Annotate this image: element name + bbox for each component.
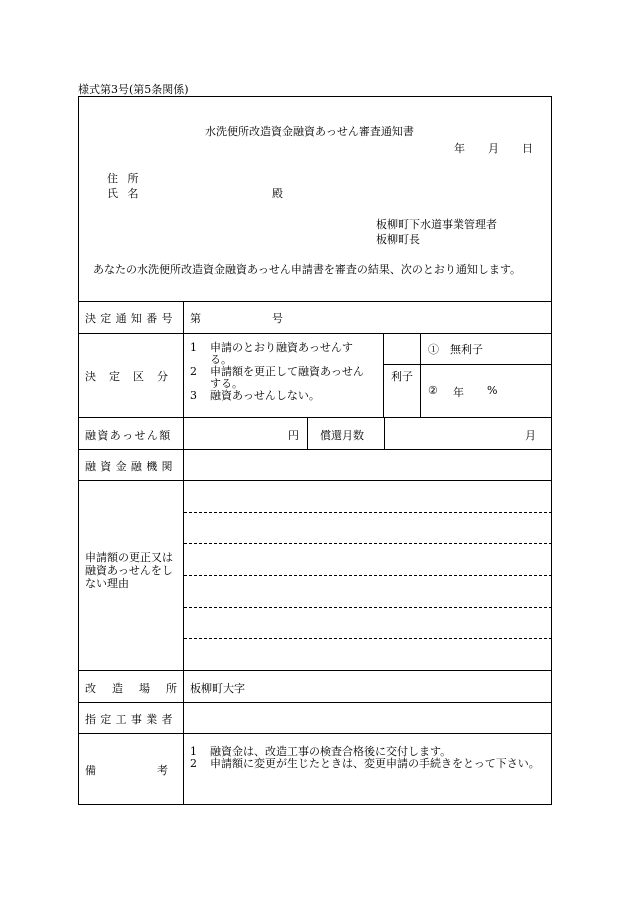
interest-option-free: ① 無利子 [428,343,483,356]
reason-writing-line [184,607,552,608]
repay-months-unit: 月 [525,429,536,442]
decision-number-suffix: 号 [272,312,283,325]
option-number: 1 [190,341,197,354]
interest-label: 利子 [391,370,413,383]
row-divider [78,333,552,334]
option-text: 融資あっせんしない。 [210,389,320,402]
amount-column-divider [384,417,385,449]
name-label: 氏 名 [107,187,142,200]
remark-item [190,758,545,770]
decision-number-prefix: 第 [190,312,201,325]
interest-option-rate-prefix: ② [428,384,438,397]
remarks-label-right: 考 [157,764,168,777]
reason-writing-line [184,512,552,513]
honorific: 殿 [272,187,283,200]
interest-column-divider [383,333,384,417]
interest-option-rate-year: 年 [453,386,464,399]
date-month-label: 月 [488,142,499,155]
decision-option [190,390,370,402]
notice-body-text: あなたの水洗便所改造資金融資あっせん申請書を審査の結果、次のとおり通知します。 [93,263,522,276]
location-label: 改 造 場 所 [85,682,180,695]
reason-writing-line [184,543,552,544]
repay-months-label: 償還月数 [320,429,364,442]
row-divider [78,449,552,450]
date-year-label: 年 [454,142,465,155]
row-divider [384,364,552,365]
decision-option [190,342,370,366]
location-value: 板柳町大字 [190,682,245,695]
form-number: 様式第3号(第5条関係) [78,83,189,96]
decision-options-list [190,342,370,402]
issuer-line-2: 板柳町長 [376,233,420,246]
row-divider [78,301,552,302]
remarks-label-left: 備 [85,764,96,777]
interest-option-rate-percent: % [487,384,498,397]
remark-text: 融資金は、改造工事の検査合格後に交付します。 [210,745,452,758]
row-divider [78,733,552,734]
decision-option [190,366,370,390]
decision-number-label [85,310,178,326]
interest-column-divider [420,333,421,417]
option-number: 3 [190,389,197,402]
reason-writing-line [184,638,552,639]
row-divider [78,702,552,703]
reason-writing-line [184,575,552,576]
remark-number: 2 [190,757,197,770]
date-day-label: 日 [522,142,533,155]
decision-category-label: 決 定 区 分 [85,370,169,383]
contractor-label: 指定工事業者 [85,713,177,726]
option-number: 2 [190,365,197,378]
row-divider [78,480,552,481]
label-column-divider [183,301,184,805]
option-text: 申請額を更正して融資あっせんする。 [210,365,364,390]
address-label: 住 所 [107,172,142,185]
amount-column-divider [307,417,308,449]
form-frame [78,96,552,805]
document-title: 水洗便所改造資金融資あっせん審査通知書 [205,125,414,138]
loan-amount-unit: 円 [288,429,299,442]
reason-label: 申請額の更正又は融資あっせんをしない理由 [85,551,173,590]
financial-institution-label: 融資金融機関 [85,460,177,473]
loan-amount-label: 融資あっせん額 [85,429,172,442]
decision-number-label-text: 決定通知番号 [85,312,177,325]
row-divider [78,417,552,418]
option-text: 申請のとおり融資あっせんする。 [210,341,353,366]
remark-text: 申請額に変更が生じたときは、変更申請の手続きをとって下さい。 [210,757,540,770]
remarks-list [190,746,545,770]
issuer-line-1: 板柳町下水道事業管理者 [376,218,497,231]
row-divider [78,670,552,671]
remark-number: 1 [190,745,197,758]
